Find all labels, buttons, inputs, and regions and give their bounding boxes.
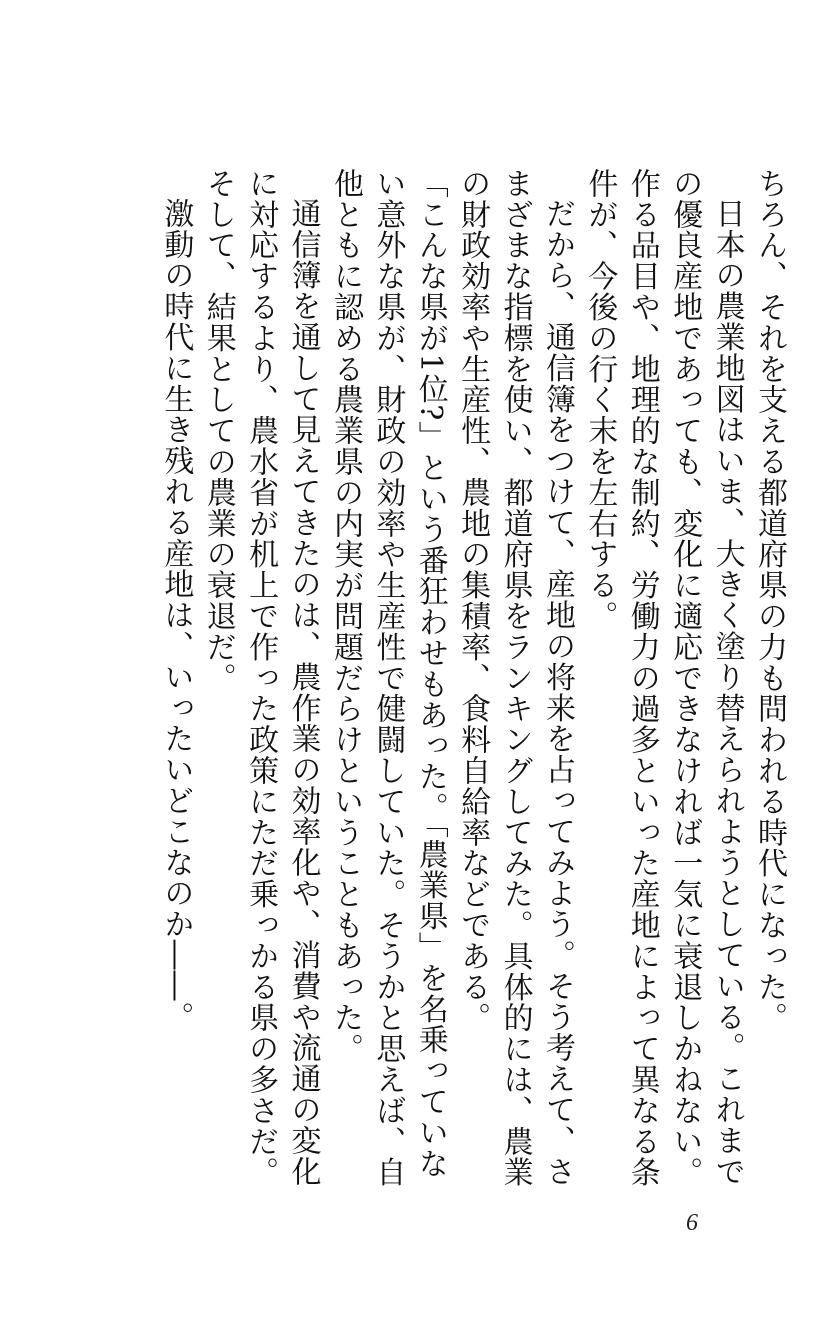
vertical-body-text [150,168,790,1208]
paragraph-1: ちろん、それを支える都道府県の力も問われる時代になった。 [752,168,787,1034]
paragraph-2: 日本の農業地図はいま、大きく塗り替えられようとしている。これまでの優良産地であっても、変化に適応できなければ一気に衰退しかねない。作る品目や、地理的な制約、労働力の過多といった産地によって異なる条件が、今後の行く末を左右する。 [582,168,745,1188]
page-number: 6 [686,1210,698,1236]
paragraph-6: 激動の時代に生き残れる産地は、いったいどこなのか――。 [158,198,194,1033]
paragraph-3: だから、通信簿をつけて、産地の将来を占ってみよう。そう考えて、さまざまな指標を使い、都道府県をランキングしてみた。具体的には、農業の財政効率や生産性、農地の集積率、食料自給率などである。 [455,168,575,1188]
paragraph-5: 通信簿を通して見えてきたのは、農作業の効率化や、消費や流通の変化に対応するより、農水省が机上で作った政策にただ乗っかる県の多さだ。そして、結果としての農業の衰退だ。 [200,168,321,1188]
paragraph-4: 「こんな県が1位?」という番狂わせもあった。「農業県」を名乗っていない意外な県が、財政の効率や生産性で健闘していた。そうかと思えば、自他ともに認める農業県の内実が問題だらけということもあった。 [327,168,448,1188]
